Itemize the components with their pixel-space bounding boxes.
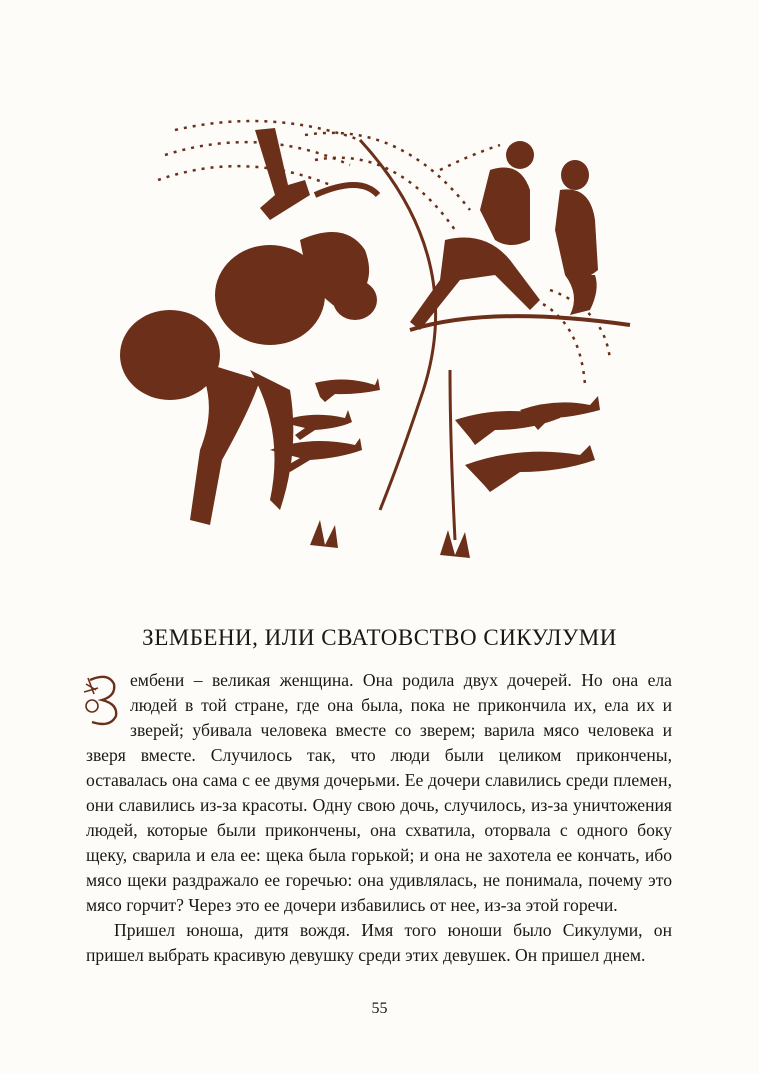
paragraph-2: Пришел юноша, дитя вождя. Имя того юноши было Сикулуми, он пришел выбрать красивую девушку среди этих девушек. Он пришел днем.: [86, 920, 672, 965]
page-number: 55: [371, 1000, 388, 1017]
chapter-illustration: [110, 100, 650, 570]
drop-cap-ornament-icon: [82, 670, 126, 730]
ornamental-figures-illustration-icon: [110, 100, 650, 570]
svg-text:З: З: [100, 712, 101, 713]
chapter-title: ЗЕМБЕНИ, ИЛИ СВАТОВСТВО СИКУЛУМИ: [142, 625, 617, 650]
chapter-text: [86, 668, 672, 968]
drop-cap: [82, 670, 126, 730]
paragraph-1: [86, 668, 672, 918]
paragraph-1-text: ембени – великая женщина. Она родила двух дочерей. Но она ела людей в той стране, где она была, пока не прикончила их, ела их и зверей; убивала человека вместе со зверем; варила мясо человека и зверя вместе. Случилось так, что люди были целиком прикончены, оставалась она сама с ее двумя дочерьми. Ее дочери славились среди племен, они славились из-за красоты. Одну свою дочь, случилось, из-за уничтожения людей, которые были прикончены, она схватила, оторвала с одного боку щеку, сварила и ела ее: щека была горькой; и она не захотела ее кончать, ибо мясо щеки раздражало ее горечью: она удивлялась, не понимала, почему это мясо горчит? Через это ее дочери избавились от нее, из-за этой горечи.: [86, 670, 672, 915]
